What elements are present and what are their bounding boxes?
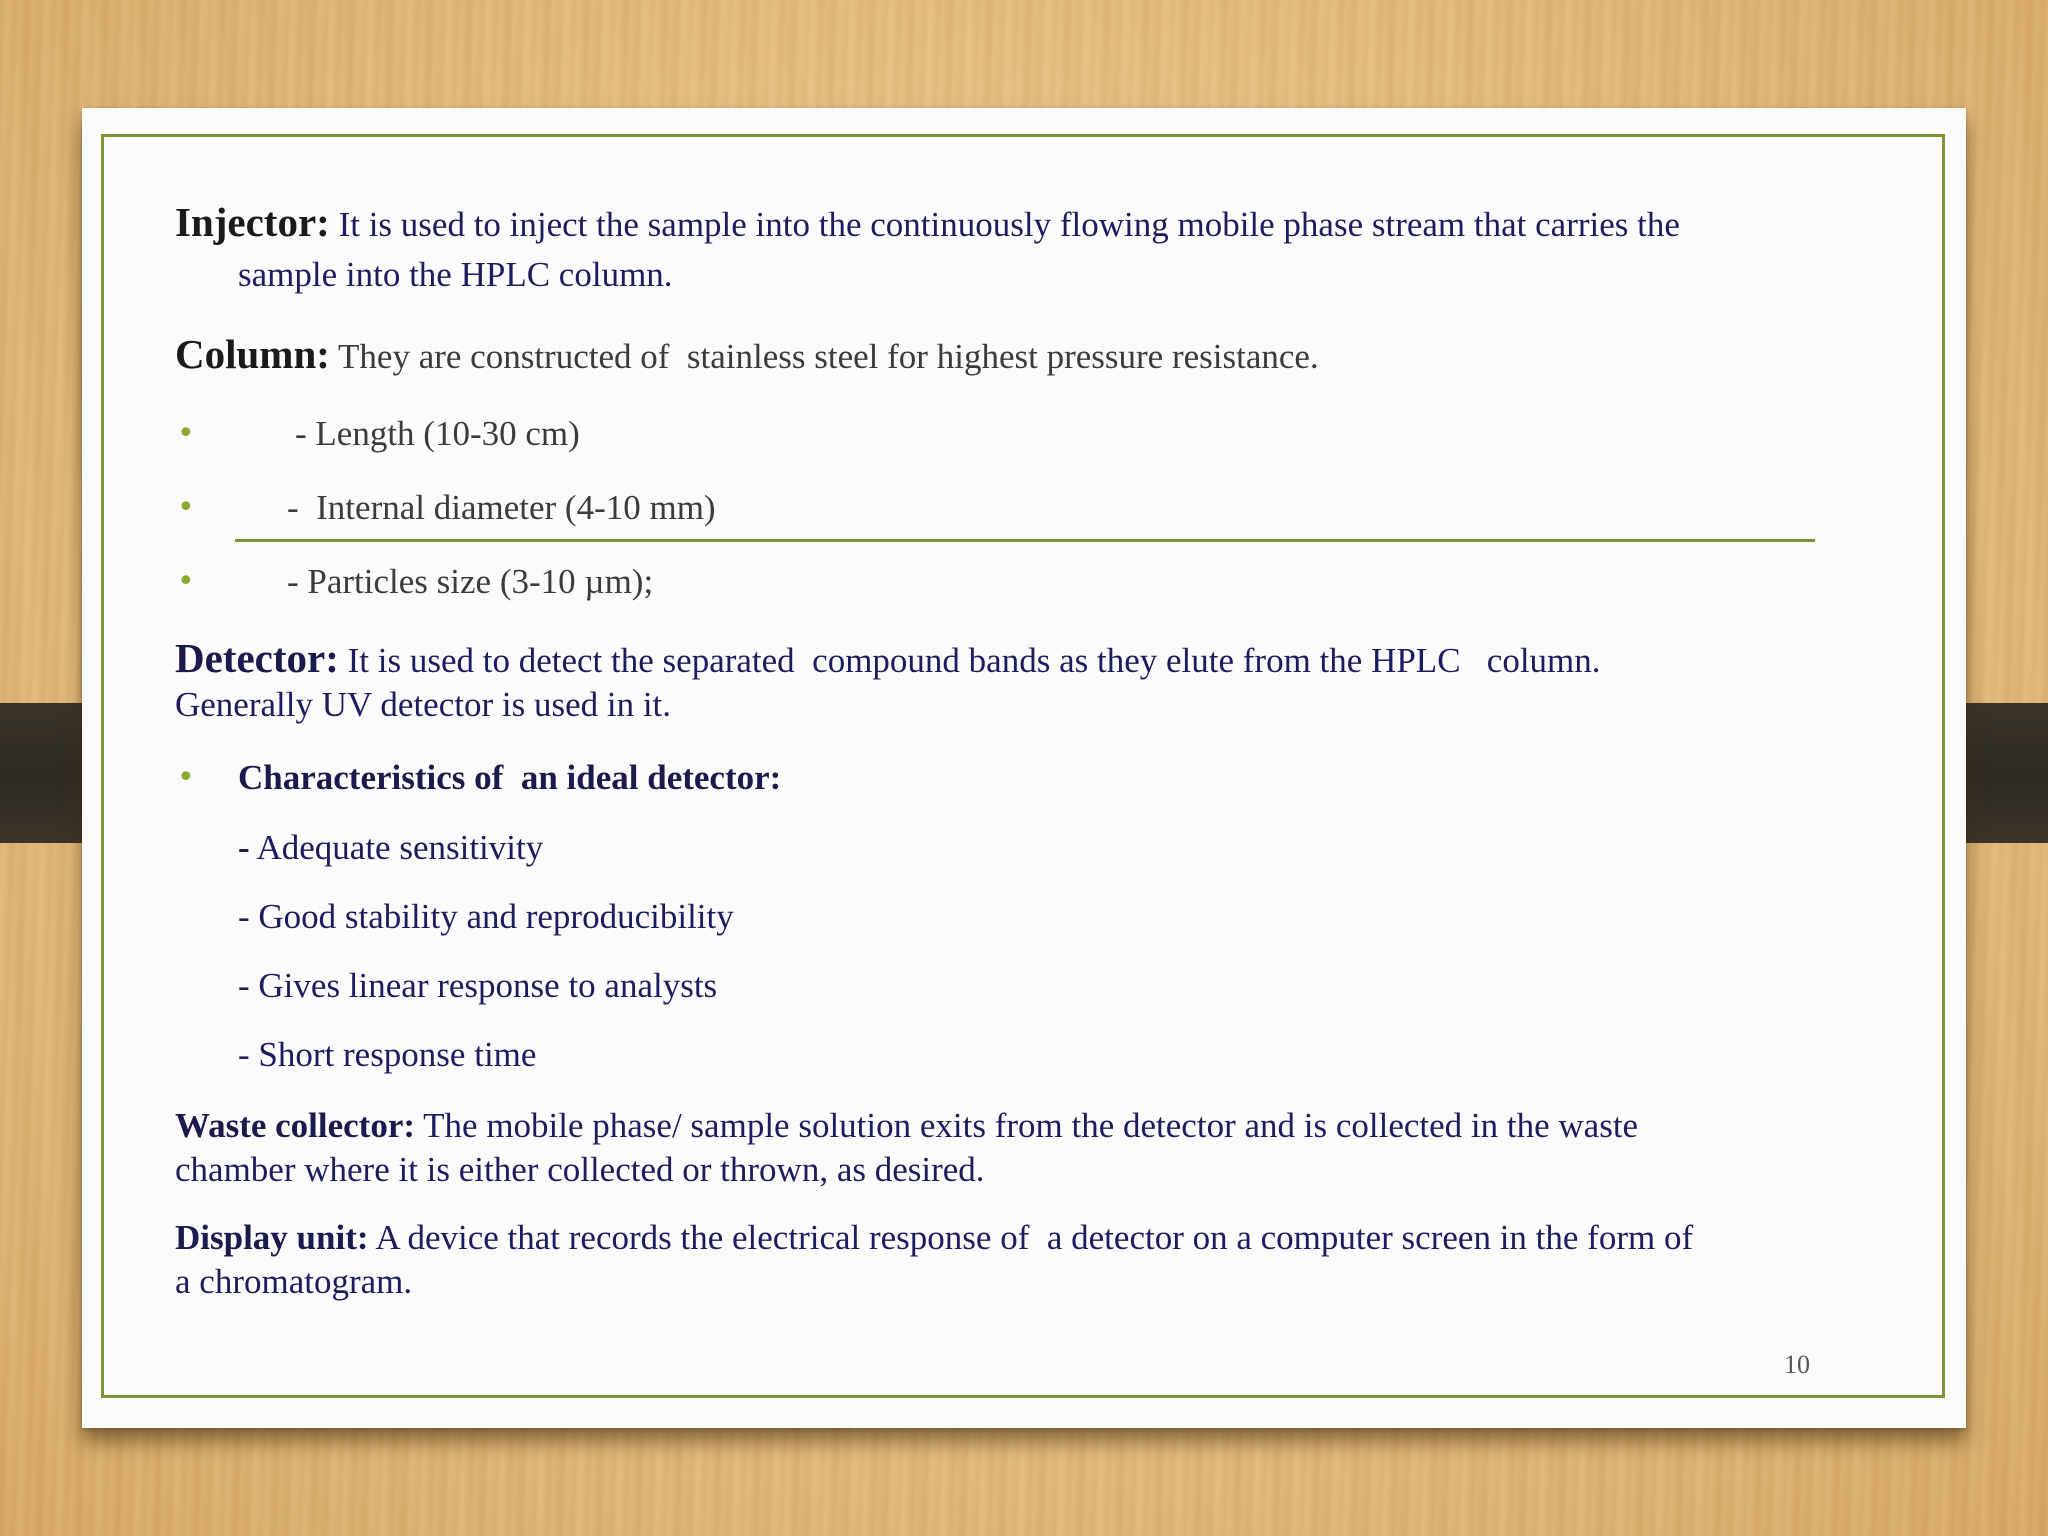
bullet-icon: •: [177, 416, 195, 451]
characteristic-item: - Good stability and reproducibility: [238, 897, 734, 936]
bullet-icon: •: [177, 760, 195, 795]
characteristic-item: - Short response time: [238, 1035, 537, 1074]
page-number: 10: [1784, 1350, 1810, 1379]
column-text: They are constructed of stainless steel for highest pressure resistance.: [329, 337, 1319, 376]
waste-line-2: chamber where it is either collected or thrown, as desired.: [175, 1150, 985, 1189]
display-line-1: [175, 1216, 1885, 1260]
detector-paragraph: [175, 636, 1885, 727]
characteristic-item: - Gives linear response to analysts: [238, 966, 718, 1005]
injector-label: Injector:: [175, 199, 330, 245]
column-item-text: - Length (10-30 cm): [295, 414, 580, 453]
detector-text: It is used to detect the separated compound bands as they elute from the HPLC column.: [338, 641, 1601, 680]
display-unit-paragraph: [175, 1216, 1885, 1304]
column-paragraph: [175, 332, 1885, 379]
display-line-2: a chromatogram.: [175, 1262, 413, 1301]
waste-text: The mobile phase/ sample solution exits from the detector and is collected in the waste: [415, 1106, 1639, 1145]
characteristic-item: - Adequate sensitivity: [238, 828, 544, 867]
waste-collector-paragraph: [175, 1104, 1885, 1192]
display-text: A device that records the electrical response of a detector on a computer screen in the form of: [368, 1218, 1694, 1257]
bullet-icon: •: [177, 564, 195, 599]
injector-paragraph: [175, 200, 1885, 297]
detector-line-2: Generally UV detector is used in it.: [175, 685, 672, 724]
display-label: Display unit:: [175, 1218, 369, 1257]
injector-text: It is used to inject the sample into the continuously flowing mobile phase stream that carries the: [329, 205, 1680, 244]
column-item-text: - Internal diameter (4-10 mm): [287, 488, 716, 527]
column-label: Column:: [175, 331, 330, 377]
waste-label: Waste collector:: [175, 1106, 416, 1145]
waste-line-1: [175, 1104, 1885, 1148]
injector-line-1: [175, 200, 1885, 247]
characteristics-heading: Characteristics of an ideal detector:: [238, 758, 782, 797]
detector-label: Detector:: [175, 635, 339, 681]
column-item-text: - Particles size (3-10 µm);: [287, 562, 654, 601]
bullet-icon: •: [177, 490, 195, 525]
divider-rule: [235, 539, 1815, 542]
detector-line-1: [175, 636, 1885, 683]
injector-line-2: sample into the HPLC column.: [238, 255, 673, 294]
